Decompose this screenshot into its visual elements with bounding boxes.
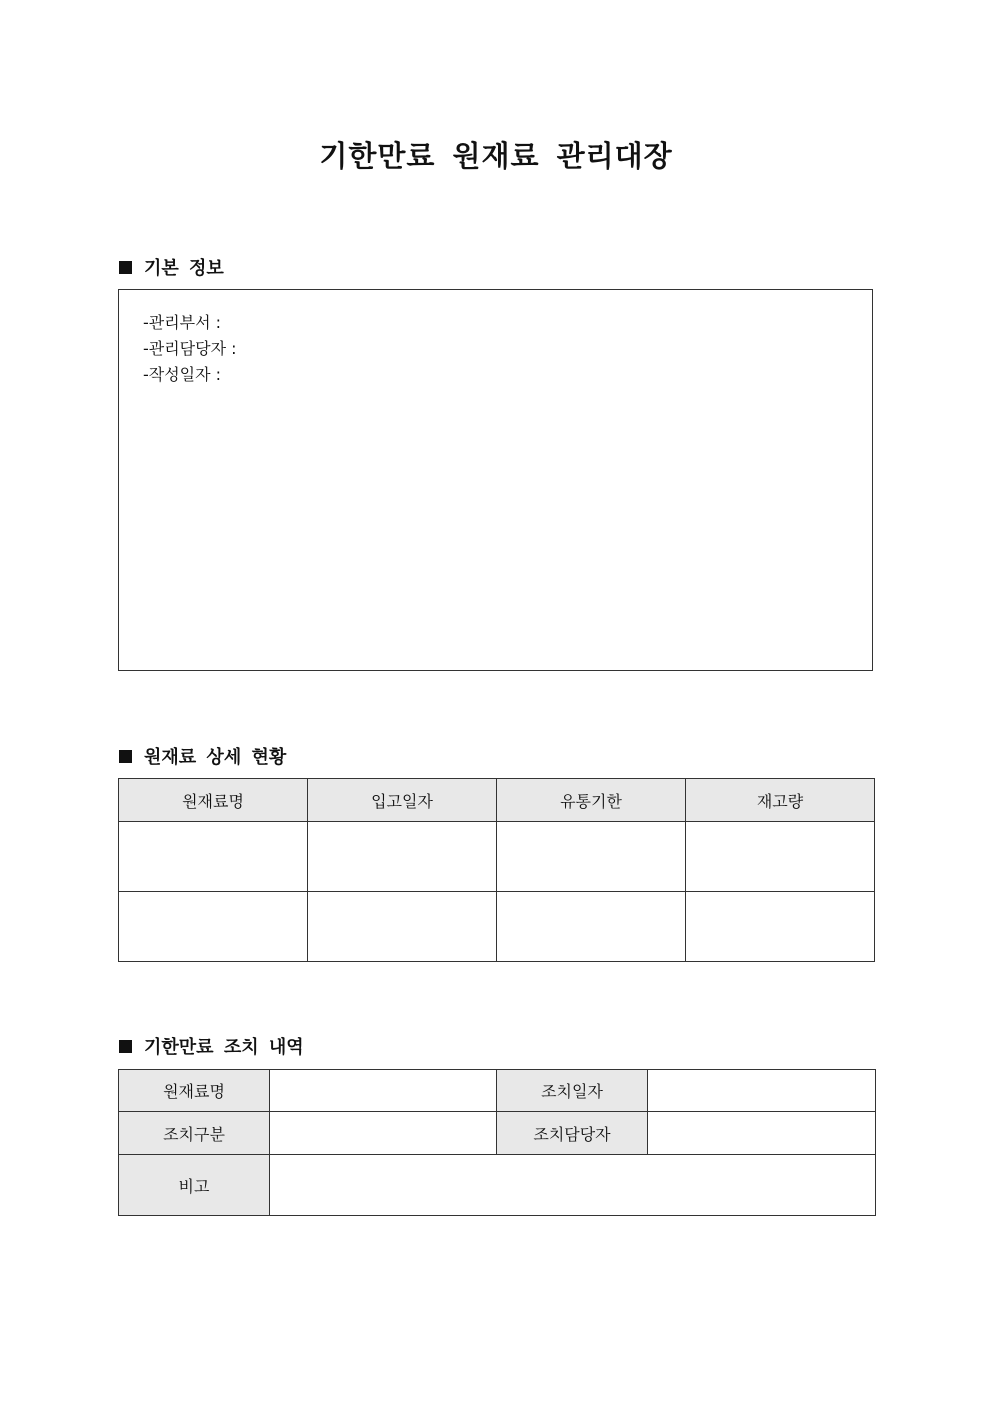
section-heading-detail xyxy=(119,743,286,769)
square-bullet-icon xyxy=(119,261,132,274)
label-action-manager: 조치담당자 xyxy=(497,1112,648,1155)
page-title: 기한만료 원재료 관리대장 xyxy=(319,139,673,173)
basic-info-box xyxy=(118,289,873,671)
label-action-date: 조치일자 xyxy=(497,1070,648,1112)
value-material-name[interactable] xyxy=(270,1070,497,1112)
section-heading-basic-info xyxy=(119,254,224,280)
label-remarks: 비고 xyxy=(119,1155,270,1216)
section-heading-label: 기본 정보 xyxy=(144,258,224,279)
section-heading-action xyxy=(119,1033,304,1059)
table-cell[interactable] xyxy=(308,822,497,892)
square-bullet-icon xyxy=(119,750,132,763)
column-header-material-name: 원재료명 xyxy=(119,779,308,822)
table-cell[interactable] xyxy=(119,892,308,962)
table-cell[interactable] xyxy=(119,822,308,892)
table-cell[interactable] xyxy=(686,892,875,962)
table-row xyxy=(119,1155,876,1216)
table-header-row xyxy=(119,779,875,822)
table-cell[interactable] xyxy=(308,892,497,962)
action-table xyxy=(118,1069,876,1216)
section-heading-label: 기한만료 조치 내역 xyxy=(144,1037,304,1058)
section-heading-label: 원재료 상세 현황 xyxy=(144,747,287,768)
column-header-stock: 재고량 xyxy=(686,779,875,822)
table-cell[interactable] xyxy=(497,892,686,962)
column-header-expiry-date: 유통기한 xyxy=(497,779,686,822)
table-row xyxy=(119,1070,876,1112)
table-row xyxy=(119,822,875,892)
detail-table xyxy=(118,778,875,962)
table-cell[interactable] xyxy=(497,822,686,892)
column-header-receipt-date: 입고일자 xyxy=(308,779,497,822)
value-action-date[interactable] xyxy=(648,1070,876,1112)
info-line-date: -작성일자 : xyxy=(143,365,222,384)
table-row xyxy=(119,892,875,962)
table-cell[interactable] xyxy=(686,822,875,892)
value-action-manager[interactable] xyxy=(648,1112,876,1155)
table-row xyxy=(119,1112,876,1155)
info-line-manager: -관리담당자 : xyxy=(143,339,237,358)
info-line-department: -관리부서 : xyxy=(143,313,222,332)
label-action-type: 조치구분 xyxy=(119,1112,270,1155)
value-remarks[interactable] xyxy=(270,1155,876,1216)
label-material-name: 원재료명 xyxy=(119,1070,270,1112)
value-action-type[interactable] xyxy=(270,1112,497,1155)
square-bullet-icon xyxy=(119,1040,132,1053)
